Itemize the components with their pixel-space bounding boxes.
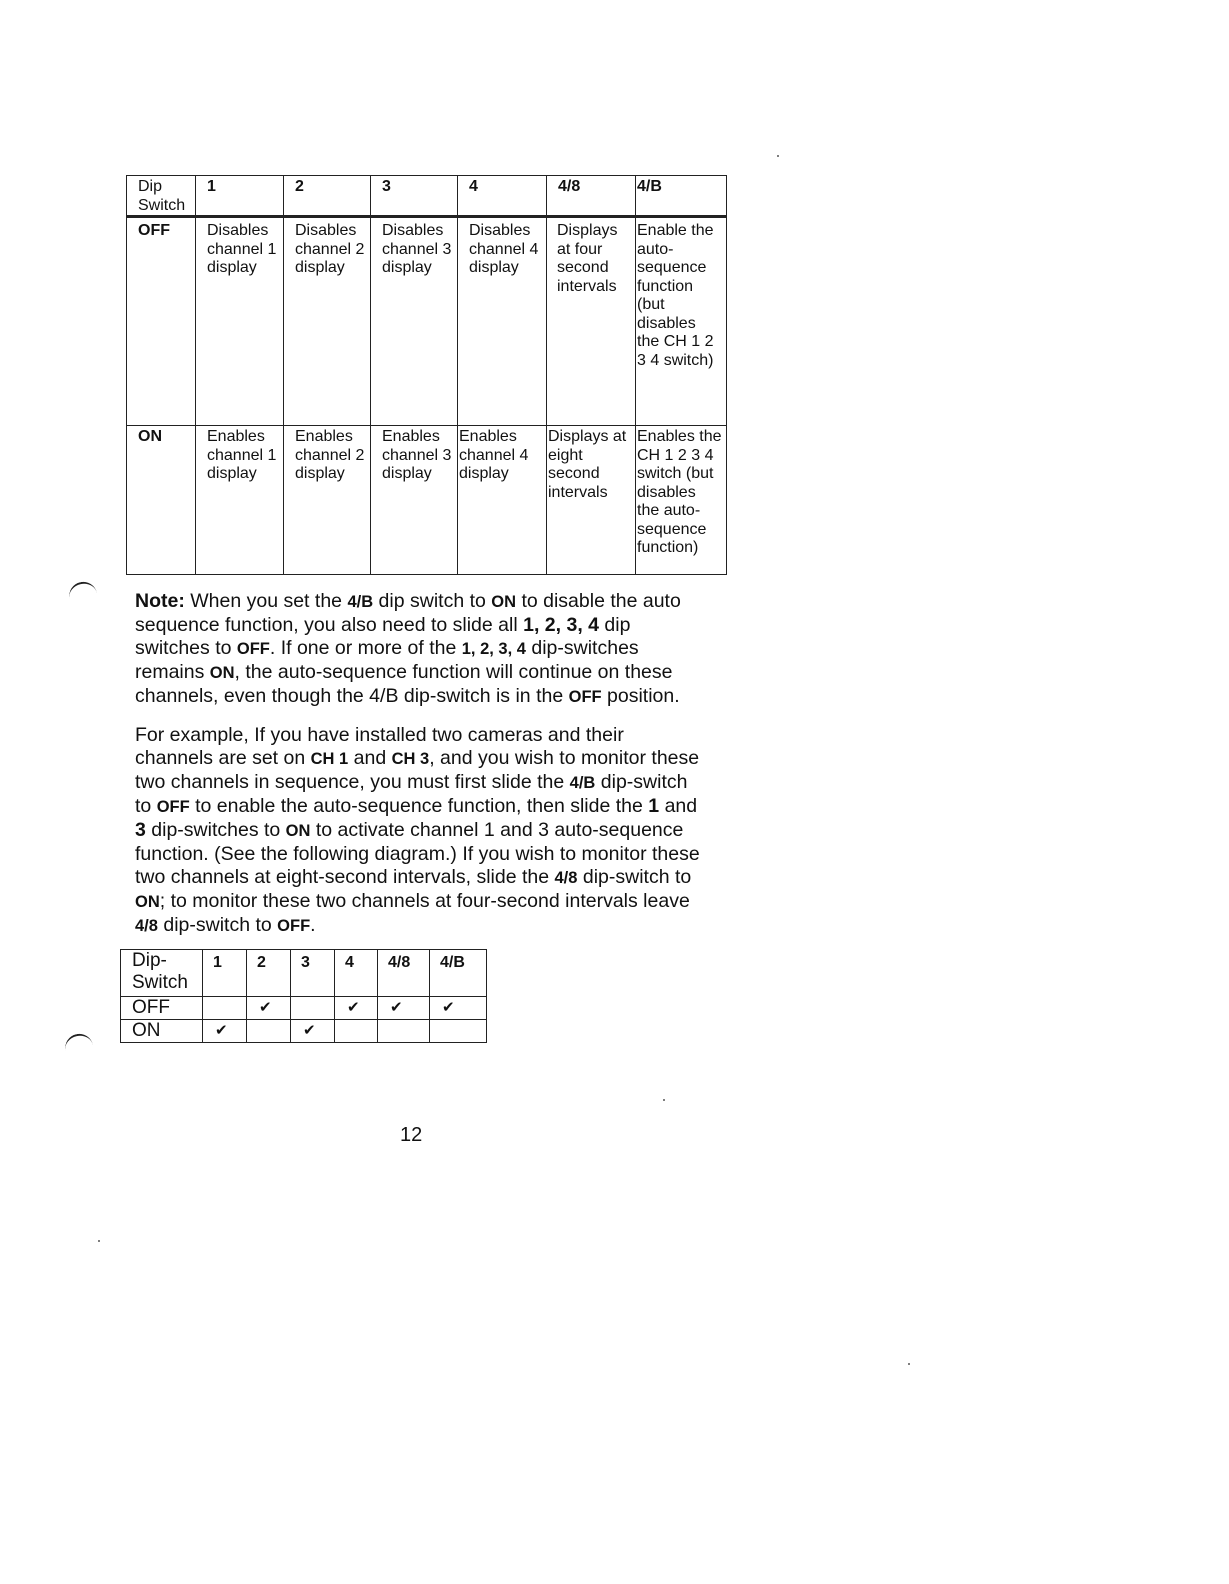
header-cell-4: 4 xyxy=(458,176,547,217)
check-mark-cell: ✔ xyxy=(430,997,487,1020)
text-run: ; to monitor these two channels at four-second intervals leave xyxy=(159,890,690,912)
text-run: ON xyxy=(491,593,517,611)
note-paragraph xyxy=(135,590,705,709)
text-run: dip-switch to xyxy=(163,914,272,936)
off-cell-4-8: Displays at four second intervals xyxy=(547,217,636,426)
on-cell-1: Enables channel 1 display xyxy=(196,426,284,575)
check-mark-cell xyxy=(291,997,335,1020)
text-run: to enable the auto-sequence function, then slide the xyxy=(195,795,643,817)
example-header-4-8: 4/8 xyxy=(378,950,430,997)
example-header-2: 2 xyxy=(247,950,291,997)
text-run: 4/8 xyxy=(554,869,578,887)
scan-speck xyxy=(98,1240,100,1242)
text-run: 4/8 xyxy=(135,917,158,935)
text-run: position. xyxy=(607,685,680,707)
check-mark-cell xyxy=(378,1020,430,1043)
text-run: and xyxy=(353,747,387,769)
text-run: and xyxy=(664,795,698,817)
example-row-off xyxy=(121,997,487,1020)
check-mark-cell xyxy=(247,1020,291,1043)
example-header-4: 4 xyxy=(335,950,378,997)
example-header-3: 3 xyxy=(291,950,335,997)
text-run: dip-switches to xyxy=(151,819,281,841)
text-run: ON xyxy=(285,822,311,840)
row-label-off: OFF xyxy=(127,217,196,426)
table-row-off xyxy=(127,217,727,426)
example-header-1: 1 xyxy=(203,950,247,997)
scan-speck xyxy=(663,1099,665,1101)
text-run: ON xyxy=(135,893,160,911)
on-cell-4-b: Enables the CH 1 2 3 4 switch (but disables the auto-sequence function) xyxy=(636,426,727,575)
text-run: When you set the xyxy=(190,590,343,612)
check-mark-cell: ✔ xyxy=(291,1020,335,1043)
note-label: Note: xyxy=(135,590,185,612)
on-cell-4: Enables channel 4 display xyxy=(458,426,547,575)
text-run: . xyxy=(310,914,316,936)
check-mark-cell: ✔ xyxy=(378,997,430,1020)
text-run: to activate channel 1 and 3 auto-sequence function. (See the following diagram.) If you wish to monitor these two channels at eight-second intervals, slide the xyxy=(135,819,700,888)
header-cell-4-b: 4/B xyxy=(636,176,727,217)
check-mark-cell xyxy=(203,997,247,1020)
dip-switch-function-table xyxy=(126,175,727,575)
example-header-row xyxy=(121,950,487,997)
scan-speck xyxy=(777,155,779,157)
row-label-on: ON xyxy=(127,426,196,575)
example-row-label-on: ON xyxy=(121,1020,203,1043)
off-cell-4-b: Enable the auto-sequence function (but disables the CH 1 2 3 4 switch) xyxy=(636,217,727,426)
text-run: , and you wish to monitor these two channels in sequence, you must first slide the xyxy=(135,747,700,793)
text-run: OFF xyxy=(236,640,270,658)
check-mark-cell: ✔ xyxy=(203,1020,247,1043)
header-cell-4-8: 4/8 xyxy=(547,176,636,217)
header-cell-1: 1 xyxy=(196,176,284,217)
example-header-4-b: 4/B xyxy=(430,950,487,997)
header-cell-2: 2 xyxy=(284,176,371,217)
text-run: dip-switch to xyxy=(135,771,688,817)
text-run: dip-switch to xyxy=(582,866,692,888)
text-run: OFF xyxy=(156,798,190,816)
text-run: 1, 2, 3, 4 xyxy=(523,614,599,636)
text-run: dip-switches remains xyxy=(135,637,639,683)
example-row-label-off: OFF xyxy=(121,997,203,1020)
header-cell-dip-switch: Dip Switch xyxy=(127,176,196,217)
left-margin-mark-1 xyxy=(67,579,98,600)
text-run: dip switches to xyxy=(135,614,631,659)
text-run: 4/B xyxy=(569,774,596,792)
example-header-dip-switch: Dip-Switch xyxy=(121,950,203,997)
on-cell-4-8: Displays at eight second intervals xyxy=(547,426,636,575)
text-run: 1 xyxy=(648,795,660,817)
page-number: 12 xyxy=(400,1124,423,1146)
check-mark-cell xyxy=(430,1020,487,1043)
text-run: OFF xyxy=(568,688,602,706)
text-run: 3 xyxy=(135,819,146,841)
text-run: For example, If you have installed two cameras and their channels are set on xyxy=(135,724,624,769)
check-mark-cell: ✔ xyxy=(247,997,291,1020)
on-cell-2: Enables channel 2 display xyxy=(284,426,371,575)
table-header-row xyxy=(127,176,727,217)
off-cell-3: Disables channel 3 display xyxy=(371,217,458,426)
text-run: dip switch to xyxy=(378,590,486,612)
text-run: CH 3 xyxy=(391,750,430,768)
dip-switch-example-table xyxy=(120,949,487,1043)
example-paragraph xyxy=(135,724,705,938)
text-run: . If one or more of the xyxy=(269,637,457,659)
text-run: ON xyxy=(209,664,235,682)
off-cell-2: Disables channel 2 display xyxy=(284,217,371,426)
on-cell-3: Enables channel 3 display xyxy=(371,426,458,575)
check-mark-cell: ✔ xyxy=(335,997,378,1020)
text-run: OFF xyxy=(277,917,311,935)
table-row-on xyxy=(127,426,727,575)
scan-speck xyxy=(908,1363,910,1365)
text-run: CH 1 xyxy=(310,750,349,768)
off-cell-1: Disables channel 1 display xyxy=(196,217,284,426)
example-row-on xyxy=(121,1020,487,1043)
left-margin-mark-2 xyxy=(63,1031,94,1052)
text-run: , the auto-sequence function will continue on these channels, even though the 4/B dip-switch is in the xyxy=(135,661,673,707)
off-cell-4: Disables channel 4 display xyxy=(458,217,547,426)
text-run: to disable the auto sequence function, you also need to slide all xyxy=(135,590,681,636)
header-cell-3: 3 xyxy=(371,176,458,217)
text-run: 1, 2, 3, 4 xyxy=(461,640,526,658)
text-run: 4/B xyxy=(347,593,374,611)
check-mark-cell xyxy=(335,1020,378,1043)
